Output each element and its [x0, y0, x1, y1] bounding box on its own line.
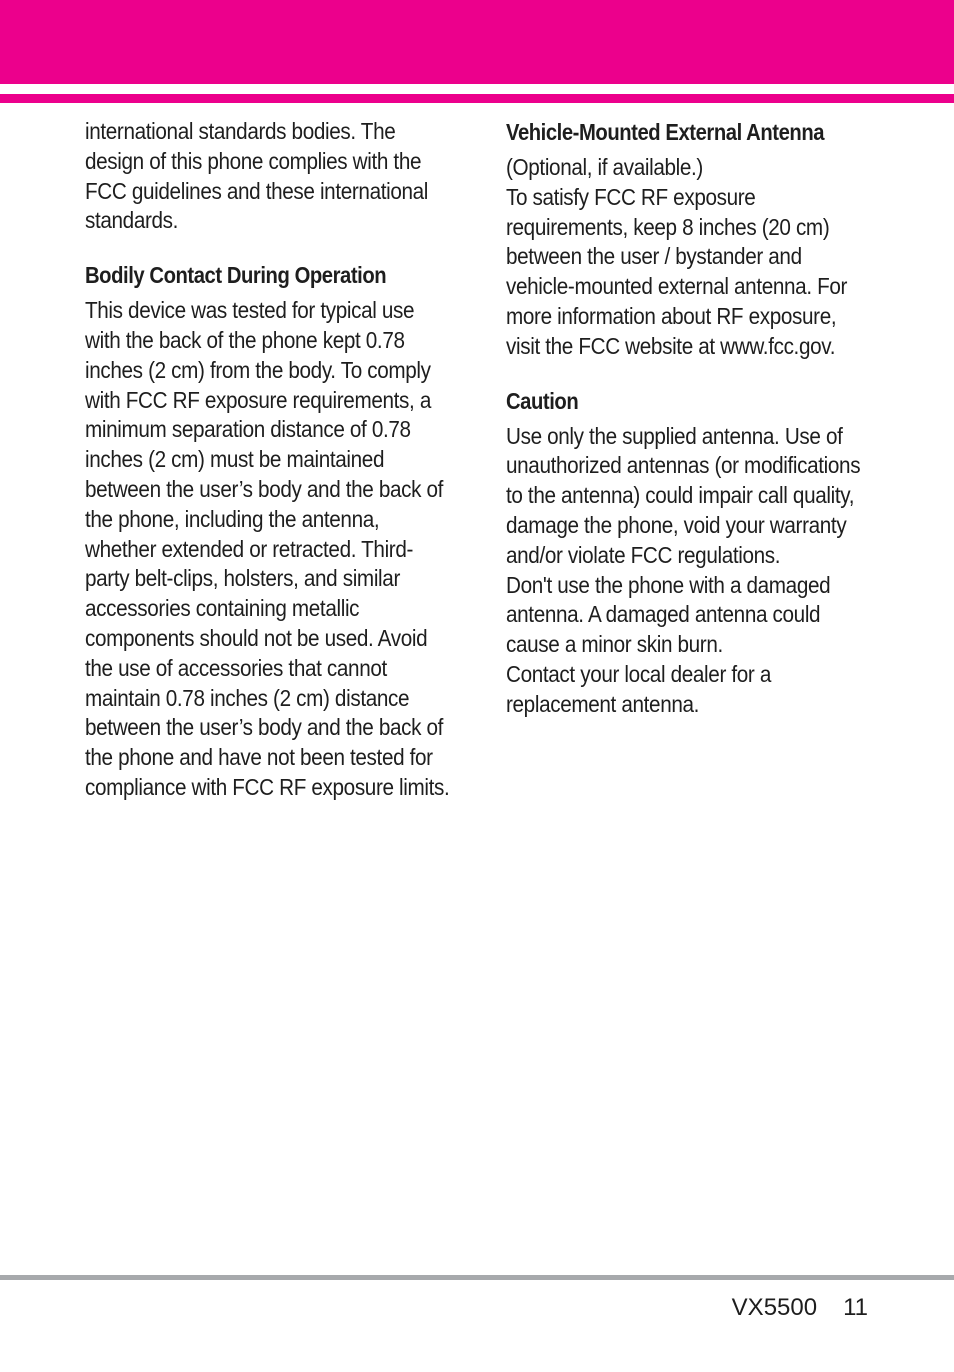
caution-paragraph: Contact your local dealer for a replacement antenna. — [506, 660, 771, 717]
vehicle-antenna-paragraph: To satisfy FCC RF exposure requirements, keep 8 inches (20 cm) between the user / bystander and vehicle-mounted external antenna. For more information about RF exposure, visit the FCC website at www.fcc.gov. — [506, 183, 848, 359]
vehicle-optional-note: (Optional, if available.) — [506, 154, 703, 180]
page-footer — [732, 1292, 868, 1324]
bodily-contact-heading: Bodily Contact During Operation — [85, 262, 387, 289]
caution-paragraph: Don't use the phone with a damaged antenna. A damaged antenna could cause a minor skin burn. — [506, 571, 831, 658]
right-column — [506, 117, 874, 720]
page-number: 11 — [843, 1294, 868, 1321]
header-rule — [0, 94, 954, 103]
caution-paragraph: Use only the supplied antenna. Use of unauthorized antennas (or modifications to the antenna) could impair call quality, damage the phone, void your warranty and/or violate FCC regulations. — [506, 422, 861, 568]
footer-rule — [0, 1275, 954, 1280]
vehicle-antenna-heading: Vehicle-Mounted External Antenna — [506, 119, 825, 145]
intro-paragraph: international standards bodies. The design of this phone complies with the FCC guidelines and these international standards. — [85, 118, 429, 234]
left-column — [85, 117, 451, 803]
header-bar — [0, 0, 954, 84]
bodily-contact-paragraph: This device was tested for typical use with the back of the phone kept 0.78 inches (2 cm) from the body. To comply with FCC RF exposure requirements, a minimum separation distance of 0.78 inches (2 cm) must be maintained between the user’s body and the back of the phone, including the antenna, whether extended or retracted. Third-party belt-clips, holsters, and similar accessories containing metallic components should not be used. Avoid the use of accessories that cannot maintain 0.78 inches (2 cm) distance between the user’s body and the back of the phone and have not been tested for compliance with FCC RF exposure limits. — [85, 297, 450, 800]
model-name: VX5500 — [731, 1294, 818, 1321]
caution-heading: Caution — [506, 387, 579, 414]
